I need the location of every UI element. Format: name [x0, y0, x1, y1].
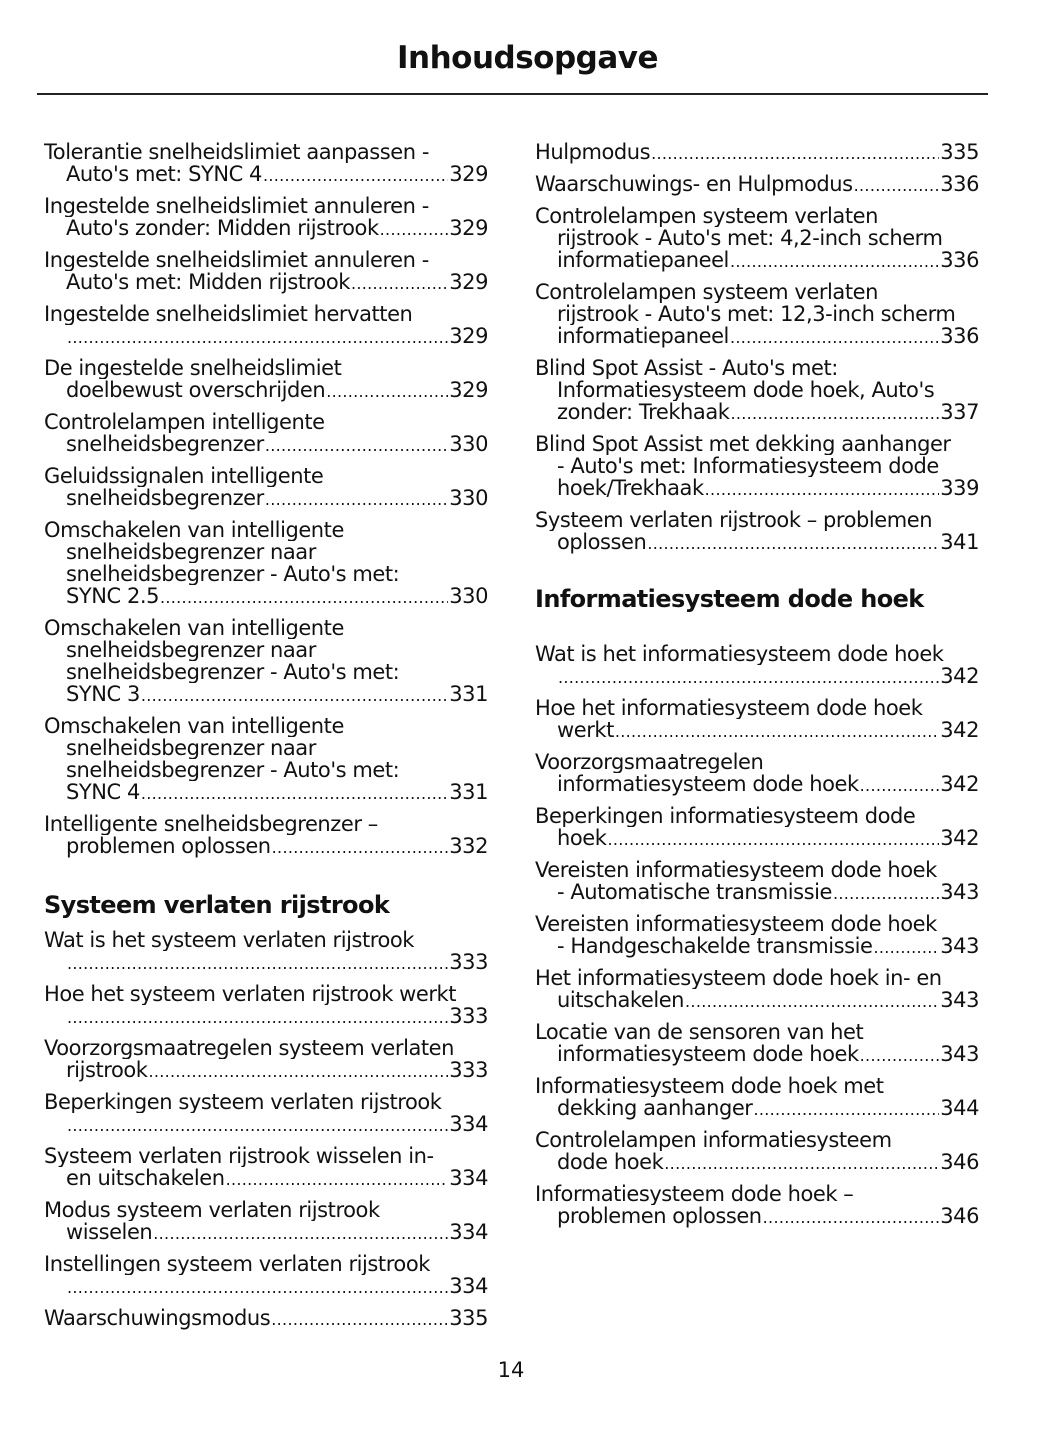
toc-page-number: 343 — [940, 935, 979, 958]
toc-entry-text: SYNC 3 — [66, 683, 140, 706]
toc-entry-text: zonder: Trekhaak — [557, 401, 730, 424]
toc-entry-text: Hoe het informatiesysteem dode hoek — [535, 697, 923, 719]
toc-page-number: 342 — [940, 773, 979, 796]
toc-entry[interactable] — [535, 141, 979, 165]
toc-entry-text: Auto's met: SYNC 4 — [66, 163, 262, 186]
toc-page-number: 343 — [940, 881, 979, 904]
toc-entry-text: problemen oplossen — [66, 835, 271, 858]
toc-entry-text: - Handgeschakelde transmissie — [557, 935, 873, 958]
dot-leader — [651, 141, 939, 165]
toc-entry-last-line — [44, 835, 488, 859]
toc-entry-text: Systeem verlaten rijstrook wisselen in- — [44, 1145, 434, 1167]
toc-page-number: 330 — [449, 433, 488, 456]
toc-entry-text: Hulpmodus — [535, 140, 651, 164]
toc-entry-last-line — [535, 989, 979, 1013]
toc-entry-last-line — [44, 951, 488, 975]
toc-page-number: 343 — [940, 1043, 979, 1066]
toc-entry-last-line — [535, 325, 979, 349]
toc-entry-text: Controlelampen intelligente — [44, 411, 325, 433]
dot-leader — [558, 665, 939, 689]
toc-entry-text: Informatiesysteem dode hoek met — [535, 1075, 884, 1097]
toc-entry[interactable] — [535, 1183, 979, 1229]
toc-entry-last-line — [535, 531, 979, 555]
toc-entry-text: hoek/Trekhaak — [557, 477, 704, 500]
toc-page-number: 335 — [449, 1306, 488, 1330]
toc-entry[interactable] — [44, 929, 488, 975]
page-title: Inhoudsopgave — [396, 40, 658, 76]
dot-leader — [647, 531, 939, 555]
toc-entry-text: en uitschakelen — [66, 1167, 225, 1190]
toc-entry-text: rijstrook - Auto's met: 4,2-inch scherm — [557, 227, 943, 249]
toc-entry-text: SYNC 4 — [66, 781, 140, 804]
toc-entry-text: SYNC 2.5 — [66, 585, 160, 608]
toc-entry-last-line — [535, 249, 979, 273]
dot-leader — [607, 827, 939, 851]
toc-entry-text: Ingestelde snelheidslimiet hervatten — [44, 303, 413, 325]
toc-entry-text: Informatiesysteem dode hoek, Auto's — [557, 379, 935, 401]
toc-entry-text: Voorzorgsmaatregelen — [535, 751, 764, 773]
dot-leader — [67, 1005, 448, 1029]
toc-entry-text: snelheidsbegrenzer - Auto's met: — [66, 759, 400, 781]
toc-page-number: 342 — [940, 665, 979, 688]
toc-entry-text: Omschakelen van intelligente — [44, 519, 344, 541]
toc-entry-text: Ingestelde snelheidslimiet annuleren - — [44, 249, 429, 271]
toc-entry-text: informatiepaneel — [557, 249, 729, 272]
toc-entry[interactable] — [535, 913, 979, 959]
toc-entry-text: dekking aanhanger — [557, 1097, 753, 1120]
toc-page-number: 341 — [940, 531, 979, 554]
dot-leader — [265, 433, 448, 457]
toc-entry-last-line — [44, 487, 488, 511]
toc-entry[interactable] — [44, 1307, 488, 1331]
toc-entry-text: wisselen — [66, 1221, 153, 1244]
toc-page-number: 329 — [449, 163, 488, 186]
toc-page-number: 334 — [449, 1113, 488, 1136]
toc-entry[interactable] — [535, 697, 979, 743]
toc-entry-text: Beperkingen informatiesysteem dode — [535, 805, 916, 827]
toc-entry[interactable] — [44, 357, 488, 403]
toc-entry[interactable] — [44, 715, 488, 805]
section-heading-blind-spot: Informatiesysteem dode hoek — [535, 585, 924, 613]
toc-entry-last-line — [44, 163, 488, 187]
toc-page-number: 333 — [449, 1059, 488, 1082]
title-divider — [37, 93, 988, 95]
toc-entry-last-line — [535, 401, 979, 425]
toc-entry-last-line — [535, 935, 979, 959]
dot-leader — [730, 249, 939, 273]
toc-entry-text: snelheidsbegrenzer naar — [66, 541, 316, 563]
toc-entry-text: Omschakelen van intelligente — [44, 715, 344, 737]
toc-page-number: 329 — [449, 325, 488, 348]
toc-entry-text: Intelligente snelheidsbegrenzer – — [44, 813, 378, 835]
toc-right-column — [535, 141, 979, 1237]
toc-entry[interactable] — [44, 1037, 488, 1083]
toc-entry[interactable] — [44, 303, 488, 349]
toc-entry-text: snelheidsbegrenzer — [66, 487, 264, 510]
dot-leader — [67, 951, 448, 975]
section-heading-lane-departure: Systeem verlaten rijstrook — [44, 891, 390, 919]
dot-leader — [685, 989, 939, 1013]
toc-entry[interactable] — [44, 1145, 488, 1191]
toc-entry-text: Locatie van de sensoren van het — [535, 1021, 864, 1043]
toc-entry-text: Hoe het systeem verlaten rijstrook werkt — [44, 983, 457, 1005]
toc-entry-text: De ingestelde snelheidslimiet — [44, 357, 342, 379]
toc-entry[interactable] — [535, 967, 979, 1013]
toc-entry[interactable] — [44, 983, 488, 1029]
toc-page-number: 336 — [940, 172, 979, 196]
toc-entry-text: Geluidssignalen intelligente — [44, 465, 324, 487]
toc-entry-text: informatiesysteem dode hoek — [557, 773, 859, 796]
dot-leader — [860, 1043, 940, 1067]
toc-page-number: 329 — [449, 379, 488, 402]
toc-entry-last-line — [44, 325, 488, 349]
toc-entry[interactable] — [535, 1021, 979, 1067]
toc-group-left-a — [44, 141, 488, 859]
toc-entry-last-line — [44, 217, 488, 241]
toc-entry-last-line — [44, 1221, 488, 1245]
toc-entry-last-line — [44, 1113, 488, 1137]
toc-entry[interactable] — [44, 195, 488, 241]
toc-entry-last-line — [44, 379, 488, 403]
toc-page-number: 334 — [449, 1221, 488, 1244]
toc-entry-last-line — [44, 1005, 488, 1029]
toc-entry-text: snelheidsbegrenzer - Auto's met: — [66, 661, 400, 683]
toc-entry-text: Controlelampen informatiesysteem — [535, 1129, 892, 1151]
toc-entry-last-line — [535, 477, 979, 501]
dot-leader — [763, 1205, 940, 1229]
toc-entry-text: rijstrook — [66, 1059, 148, 1082]
toc-entry-last-line — [44, 1275, 488, 1299]
toc-entry[interactable] — [535, 357, 979, 425]
toc-page-number: 329 — [449, 217, 488, 240]
toc-entry-text: - Auto's met: Informatiesysteem dode — [557, 455, 939, 477]
toc-entry-last-line — [44, 683, 488, 707]
toc-entry[interactable] — [535, 509, 979, 555]
toc-entry-text: Controlelampen systeem verlaten — [535, 281, 878, 303]
toc-entry[interactable] — [535, 751, 979, 797]
toc-entry[interactable] — [535, 859, 979, 905]
dot-leader — [854, 173, 940, 197]
toc-entry[interactable] — [44, 141, 488, 187]
toc-entry-last-line — [535, 827, 979, 851]
dot-leader — [148, 1059, 448, 1083]
toc-entry[interactable] — [535, 643, 979, 689]
toc-entry-text: Instellingen systeem verlaten rijstrook — [44, 1253, 430, 1275]
toc-entry-text: problemen oplossen — [557, 1205, 762, 1228]
toc-entry[interactable] — [535, 433, 979, 501]
toc-group-right-a — [535, 141, 979, 555]
toc-entry-text: hoek — [557, 827, 607, 850]
toc-entry-text: snelheidsbegrenzer naar — [66, 737, 316, 759]
dot-leader — [833, 881, 939, 905]
toc-entry-text: Waarschuwings- en Hulpmodus — [535, 172, 853, 196]
toc-left-column — [44, 141, 488, 1339]
toc-entry-text: snelheidsbegrenzer — [66, 433, 264, 456]
toc-entry-text: Wat is het informatiesysteem dode hoek — [535, 643, 944, 665]
toc-entry-text: Tolerantie snelheidslimiet aanpassen - — [44, 141, 429, 163]
toc-entry-last-line — [44, 781, 488, 805]
dot-leader — [860, 773, 940, 797]
toc-page-number: 335 — [940, 140, 979, 164]
dot-leader — [705, 477, 940, 501]
toc-entry[interactable] — [44, 411, 488, 457]
toc-page-number: 342 — [940, 827, 979, 850]
toc-entry-text: Vereisten informatiesysteem dode hoek — [535, 859, 937, 881]
dot-leader — [326, 379, 448, 403]
toc-entry-text: Blind Spot Assist met dekking aanhanger — [535, 433, 951, 455]
dot-leader — [271, 1307, 448, 1331]
toc-entry-last-line — [535, 141, 979, 165]
dot-leader — [141, 683, 448, 707]
toc-page-number: 329 — [449, 271, 488, 294]
toc-entry[interactable] — [44, 465, 488, 511]
toc-page-number: 334 — [449, 1167, 488, 1190]
toc-entry-text: Voorzorgsmaatregelen systeem verlaten — [44, 1037, 454, 1059]
toc-entry[interactable] — [535, 281, 979, 349]
dot-leader — [615, 719, 939, 743]
toc-entry-text: Controlelampen systeem verlaten — [535, 205, 878, 227]
toc-page-number: 343 — [940, 989, 979, 1012]
page-number: 14 — [497, 1358, 525, 1382]
toc-entry-text: informatiepaneel — [557, 325, 729, 348]
toc-page-number: 346 — [940, 1205, 979, 1228]
dot-leader — [67, 1113, 448, 1137]
toc-entry-text: Auto's zonder: Midden rijstrook — [66, 217, 379, 240]
toc-page-number: 334 — [449, 1275, 488, 1298]
toc-entry-text: Auto's met: Midden rijstrook — [66, 271, 350, 294]
toc-entry[interactable] — [44, 519, 488, 609]
dot-leader — [730, 325, 939, 349]
toc-entry-text: rijstrook - Auto's met: 12,3-inch scherm — [557, 303, 956, 325]
toc-entry[interactable] — [535, 205, 979, 273]
toc-page-number: 346 — [940, 1151, 979, 1174]
dot-leader — [730, 401, 939, 425]
toc-page-number: 332 — [449, 835, 488, 858]
toc-entry-last-line — [44, 585, 488, 609]
toc-entry-last-line — [535, 665, 979, 689]
toc-page-number: 330 — [449, 487, 488, 510]
dot-leader — [265, 487, 448, 511]
toc-entry-text: Wat is het systeem verlaten rijstrook — [44, 929, 414, 951]
toc-entry-last-line — [44, 433, 488, 457]
toc-entry-text: oplossen — [557, 531, 647, 554]
toc-entry[interactable] — [44, 1199, 488, 1245]
toc-page-number: 331 — [449, 781, 488, 804]
toc-page-number: 330 — [449, 585, 488, 608]
toc-entry-text: Het informatiesysteem dode hoek in- en — [535, 967, 942, 989]
dot-leader — [263, 163, 448, 187]
toc-entry-text: - Automatische transmissie — [557, 881, 833, 904]
toc-entry-last-line — [535, 881, 979, 905]
toc-entry-text: Waarschuwingsmodus — [44, 1306, 271, 1330]
toc-entry-last-line — [535, 173, 979, 197]
toc-entry-text: Vereisten informatiesysteem dode hoek — [535, 913, 937, 935]
dot-leader — [754, 1097, 940, 1121]
toc-entry-last-line — [535, 1205, 979, 1229]
toc-entry-text: doelbewust overschrijden — [66, 379, 326, 402]
toc-entry-last-line — [535, 1043, 979, 1067]
toc-page-number: 339 — [940, 477, 979, 500]
toc-page-number: 333 — [449, 951, 488, 974]
dot-leader — [160, 585, 448, 609]
toc-entry-last-line — [535, 1151, 979, 1175]
dot-leader — [664, 1151, 939, 1175]
toc-entry-text: snelheidsbegrenzer naar — [66, 639, 316, 661]
toc-entry-last-line — [44, 1059, 488, 1083]
toc-entry[interactable] — [535, 805, 979, 851]
toc-entry-last-line — [44, 1167, 488, 1191]
dot-leader — [153, 1221, 448, 1245]
dot-leader — [380, 217, 449, 241]
toc-page-number: 331 — [449, 683, 488, 706]
toc-entry[interactable] — [44, 813, 488, 859]
toc-entry-text: Systeem verlaten rijstrook – problemen — [535, 509, 933, 531]
toc-entry-text: Informatiesysteem dode hoek – — [535, 1183, 854, 1205]
toc-entry-text: Beperkingen systeem verlaten rijstrook — [44, 1091, 442, 1113]
toc-entry[interactable] — [535, 173, 979, 197]
toc-entry-text: Ingestelde snelheidslimiet annuleren - — [44, 195, 429, 217]
toc-entry-last-line — [535, 1097, 979, 1121]
toc-entry-last-line — [535, 773, 979, 797]
toc-entry-last-line — [44, 1307, 488, 1331]
toc-page-number: 333 — [449, 1005, 488, 1028]
toc-page-number: 342 — [940, 719, 979, 742]
toc-entry-text: werkt — [557, 719, 614, 742]
toc-entry[interactable] — [535, 1075, 979, 1121]
toc-group-right-b — [535, 643, 979, 1229]
toc-page-number: 336 — [940, 325, 979, 348]
toc-page-number: 336 — [940, 249, 979, 272]
toc-entry-text: uitschakelen — [557, 989, 685, 1012]
dot-leader — [67, 325, 448, 349]
dot-leader — [272, 835, 449, 859]
toc-entry-text: dode hoek — [557, 1151, 664, 1174]
toc-entry-text: Blind Spot Assist - Auto's met: — [535, 357, 838, 379]
dot-leader — [873, 935, 939, 959]
toc-page-number: 337 — [940, 401, 979, 424]
toc-entry-last-line — [535, 719, 979, 743]
toc-entry-text: Modus systeem verlaten rijstrook — [44, 1199, 380, 1221]
dot-leader — [67, 1275, 448, 1299]
dot-leader — [226, 1167, 449, 1191]
toc-entry-text: informatiesysteem dode hoek — [557, 1043, 859, 1066]
toc-entry-last-line — [44, 271, 488, 295]
toc-entry-text: snelheidsbegrenzer - Auto's met: — [66, 563, 400, 585]
toc-group-left-b — [44, 929, 488, 1331]
toc-entry[interactable] — [44, 249, 488, 295]
toc-entry-text: Omschakelen van intelligente — [44, 617, 344, 639]
toc-entry[interactable] — [44, 1253, 488, 1299]
toc-page-number: 344 — [940, 1097, 979, 1120]
dot-leader — [141, 781, 448, 805]
toc-entry[interactable] — [44, 617, 488, 707]
toc-entry[interactable] — [44, 1091, 488, 1137]
toc-entry[interactable] — [535, 1129, 979, 1175]
dot-leader — [351, 271, 448, 295]
